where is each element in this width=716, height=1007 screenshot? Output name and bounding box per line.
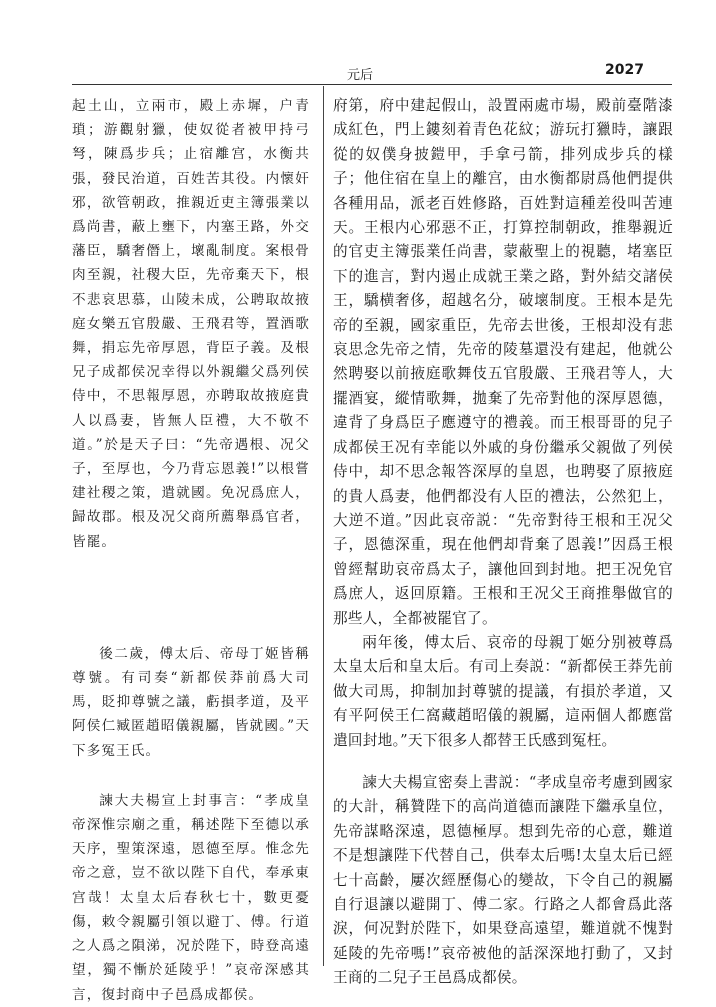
column-divider: [323, 86, 324, 966]
page-number: 2027: [605, 62, 644, 78]
translation-paragraph: 兩年後，傅太后、哀帝的母親丁姬分别被尊爲太皇太后和皇太后。有司上奏説：“新都侯王莽先前做大司馬，抑制加封尊號的提議，有損於孝道，又有平阿侯王仁窩藏趙昭儀的親屬，這兩個人都應當遣回封地。”天下很多人都替王氏感到冤枉。: [333, 633, 673, 749]
classical-paragraph: 起土山，立兩市，殿上赤墀，户青瑣；游觀射獵，使奴從者被甲持弓弩，陳爲步兵；止宿離宫，水衡共張，發民治道，百姓苦其役。内懷奸邪，欲管朝政，推親近吏主簿張業以爲尚書，蔽上壅下，内塞王路，外交藩臣，驕奢僭上，壞亂制度。案根骨肉至親，社稷大臣，先帝棄天下，根不悲哀思慕，山陵未成，公聘取故掖庭女樂五官殷嚴、王飛君等，置酒歌舞，捐忘先帝厚恩，背臣子義。及根兄子成都侯况幸得以外親繼父爲列侯侍中，不思報厚恩，亦聘取故掖庭貴人以爲妻，皆無人臣禮，大不敬不道。”於是天子曰：“先帝遇根、况父子，至厚也，今乃背忘恩義!”以根嘗建社稷之策，遣就國。免况爲庶人，歸故郡。根及况父商所薦舉爲官者，皆罷。: [72, 98, 310, 550]
running-head: 元后: [346, 68, 373, 83]
translation-paragraph: 諫大夫楊宣密奏上書説：“孝成皇帝考慮到國家的大計，稱贊陛下的高尚道德而讓陛下繼承皇位，先帝謀略深遠，恩德極厚。想到先帝的心意，難道不是想讓陛下代替自己，供奉太后嗎!太皇太后已經七十高齡，屢次經歷傷心的變故，下令自己的親屬自行退讓以避開丁、傅二家。行路之人都會爲此落淚，何况對於陛下，如果登高遠望，難道就不愧對延陵的先帝嗎!”哀帝被他的話深深地打動了，又封王商的二兒子王邑爲成都侯。: [333, 773, 673, 987]
translation-paragraph: 府第，府中建起假山，設置兩處市場，殿前臺階漆成紅色，門上鏤刻着青色花紋；游玩打獵時，讓跟從的奴僕身披鎧甲，手拿弓箭，排列成步兵的樣子；他住宿在皇上的離宫，由水衡都尉爲他們提供各種用品，派老百姓修路，百姓對這種差役叫苦連天。王根内心邪惡不正，打算控制朝政，推舉親近的官吏主簿張業任尚書，蒙蔽聖上的視聽，堵塞臣下的進言，對内遏止成就王業之路，對外結交諸侯王，驕横奢侈，超越名分，破壞制度。王根本是先帝的至親，國家重臣，先帝去世後，王根却没有悲哀思念先帝之情，先帝的陵墓還没有建起，他就公然聘娶以前掖庭歌舞伎五官殷嚴、王飛君等人，大擺酒宴，縱情歌舞，拋棄了先帝對他的深厚恩德，違背了身爲臣子應遵守的禮義。而王根哥哥的兒子成都侯王况有幸能以外戚的身份繼承父親做了列侯侍中，却不思念報答深厚的皇恩，也聘娶了原掖庭的貴人爲妻，他們都没有人臣的禮法，公然犯上，大逆不道。”因此哀帝説：“先帝對待王根和王况父子，恩德深重，現在他們却背棄了恩義!”因爲王根曾經幫助哀帝爲太子，讓他回到封地。把王况免官爲庶人，返回原籍。王根和王况父王商推舉做官的那些人，全都被罷官了。: [333, 97, 673, 627]
page-header: [0, 0, 716, 92]
classical-text-column: [72, 94, 310, 1003]
classical-paragraph: 諫大夫楊宣上封事言：“孝成皇帝深惟宗廟之重，稱述陛下至德以承天序，聖策深遠，恩德至厚。惟念先帝之意，豈不欲以陛下自代，奉承東宫哉！太皇太后春秋七十，數更憂傷，敕令親屬引領以避丁、傅。行道之人爲之隕涕，况於陛下，時登高遠望，獨不慚於延陵乎！”哀帝深感其言，復封商中子邑爲成都侯。: [72, 792, 310, 1003]
translation-column: [333, 94, 673, 987]
classical-paragraph: 後二歲，傅太后、帝母丁姬皆稱尊號。有司奏“新都侯莽前爲大司馬，貶抑尊號之議，虧損孝道，及平阿侯仁臧匿趙昭儀親屬，皆就國。”天下多冤王氏。: [72, 645, 310, 759]
header-rule: [72, 84, 672, 85]
